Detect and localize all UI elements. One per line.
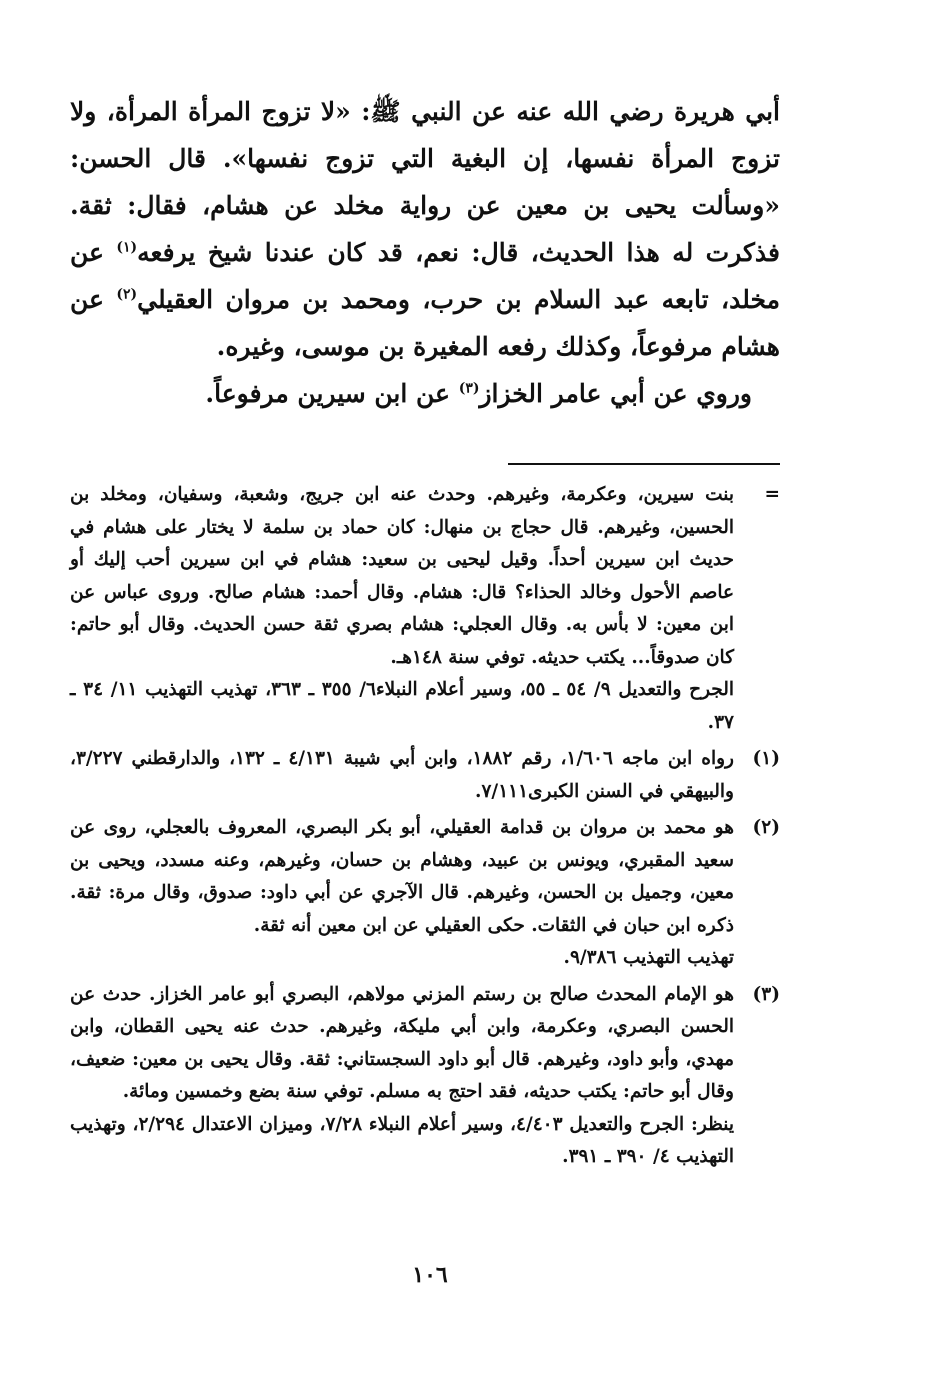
footnote-marker: = xyxy=(764,484,780,505)
footnote-1 xyxy=(70,743,780,808)
footnote-continuation xyxy=(70,479,780,739)
main-paragraph-1: أبي هريرة رضي الله عنه عن النبي ﷺ: «لا تزوج المرأة المرأة، ولا تزوج المرأة نفسها، إن البغية التي تزوج نفسها». قال الحسن: «وسألت يحيى بن معين عن رواية مخلد عن هشام، فقال: ثقة. فذكرت له هذا الحديث، قال: نعم، قد كان عندنا شيخ يرفعه$^{(١)}$ عن مخلد، تابعه عبد السلام بن حرب، ومحمد بن مروان العقيلي$^{(٢)}$ عن هشام مرفوعاً، وكذلك رفعه المغيرة بن موسى، وغيره. xyxy=(70,97,780,361)
footnote-text: هو الإمام المحدث صالح بن رستم المزني مولاهم، البصري أبو عامر الخزاز. حدث عن الحسن البصري، وعكرمة، وابن أبي مليكة، وغيرهم. حدث عنه يحيى القطان، وابن مهدي، وأبو داود، وغيرهم. قال أبو داود السجستاني: ثقة. وقال يحيى بن معين: ضعيف، وقال أبو حاتم: يكتب حديثه، فقد احتج به مسلم. توفي سنة بضع وخمسين ومائة. xyxy=(70,983,734,1102)
page-body xyxy=(70,88,780,1178)
footnote-2 xyxy=(70,812,780,975)
footnote-ref-3[interactable]: (٣) xyxy=(458,380,480,397)
footnote-marker: (٣) xyxy=(752,983,780,1005)
footnote-separator xyxy=(508,463,780,465)
footnote-sources: ينظر: الجرح والتعديل ٤/٤٠٣، وسير أعلام النبلاء ٧/٢٨، وميزان الاعتدال ٢/٢٩٤، وتهذيب التهذيب ٤/ ٣٩٠ ـ ٣٩١. xyxy=(70,1113,734,1167)
footnotes xyxy=(70,479,780,1174)
footnote-sources: تهذيب التهذيب ٩/٣٨٦. xyxy=(563,947,734,968)
footnote-ref-2[interactable]: (٢) xyxy=(116,286,138,303)
footnote-body xyxy=(70,979,734,1174)
footnote-ref-1[interactable]: (١) xyxy=(116,239,138,256)
footnote-marker: (٢) xyxy=(752,817,780,838)
footnote-sources: الجرح والتعديل ٩/ ٥٤ ـ ٥٥، وسير أعلام النبلاء٦/ ٣٥٥ ـ ٣٦٣، تهذيب التهذيب ١١/ ٣٤ ـ ٣٧. xyxy=(70,679,734,733)
page-number: ١٠٦ xyxy=(412,1262,448,1288)
footnote-text: بنت سيرين، وعكرمة، وغيرهم. وحدث عنه ابن جريج، وشعبة، وسفيان، ومخلد بن الحسين، وغيرهم. قال حجاج بن منهال: كان حماد بن سلمة لا يختار على هشام في حديث ابن سيرين أحداً. وقيل ليحيى بن سعيد: هشام في ابن سيرين أحب إليك أو عاصم الأحول وخالد الحذاء؟ قال: هشام. وقال أحمد: هشام صالح. وروى عباس عن ابن معين: لا بأس به. وقال العجلي: هشام بصري ثقة حسن الحديث. وقال أبو حاتم: كان صدوقاً... يكتب حديثه. توفي سنة ١٤٨هـ. xyxy=(70,484,734,668)
footnote-marker: (١) xyxy=(752,748,780,769)
footnote-body xyxy=(70,812,734,975)
main-paragraph-2: وروي عن أبي عامر الخزاز$^{(٣)}$ عن ابن سيرين مرفوعاً. xyxy=(205,379,752,408)
footnote-body xyxy=(70,743,734,808)
footnote-3 xyxy=(70,979,780,1174)
footnote-text: هو محمد بن مروان بن قدامة العقيلي، أبو بكر البصري، المعروف بالعجلي، روى عن سعيد المقبري، ويونس بن عبيد، وهشام بن حسان، وغيرهم، وعنه مسدد، ويحيى بن معين، وجميل بن الحسن، وغيرهم. قال الآجري عن أبي داود: صدوق، وقال مرة: ثقة. ذكره ابن حبان في الثقات. حكى العقيلي عن ابن معين أنه ثقة. xyxy=(70,817,734,936)
footnote-body xyxy=(70,479,734,739)
main-text xyxy=(70,88,780,417)
footnote-text: رواه ابن ماجه ١/٦٠٦، رقم ١٨٨٢، وابن أبي شيبة ٤/١٣١ ـ ١٣٢، والدارقطني ٣/٢٢٧، والبيهقي في السنن الكبرى٧/١١١. xyxy=(70,748,734,802)
